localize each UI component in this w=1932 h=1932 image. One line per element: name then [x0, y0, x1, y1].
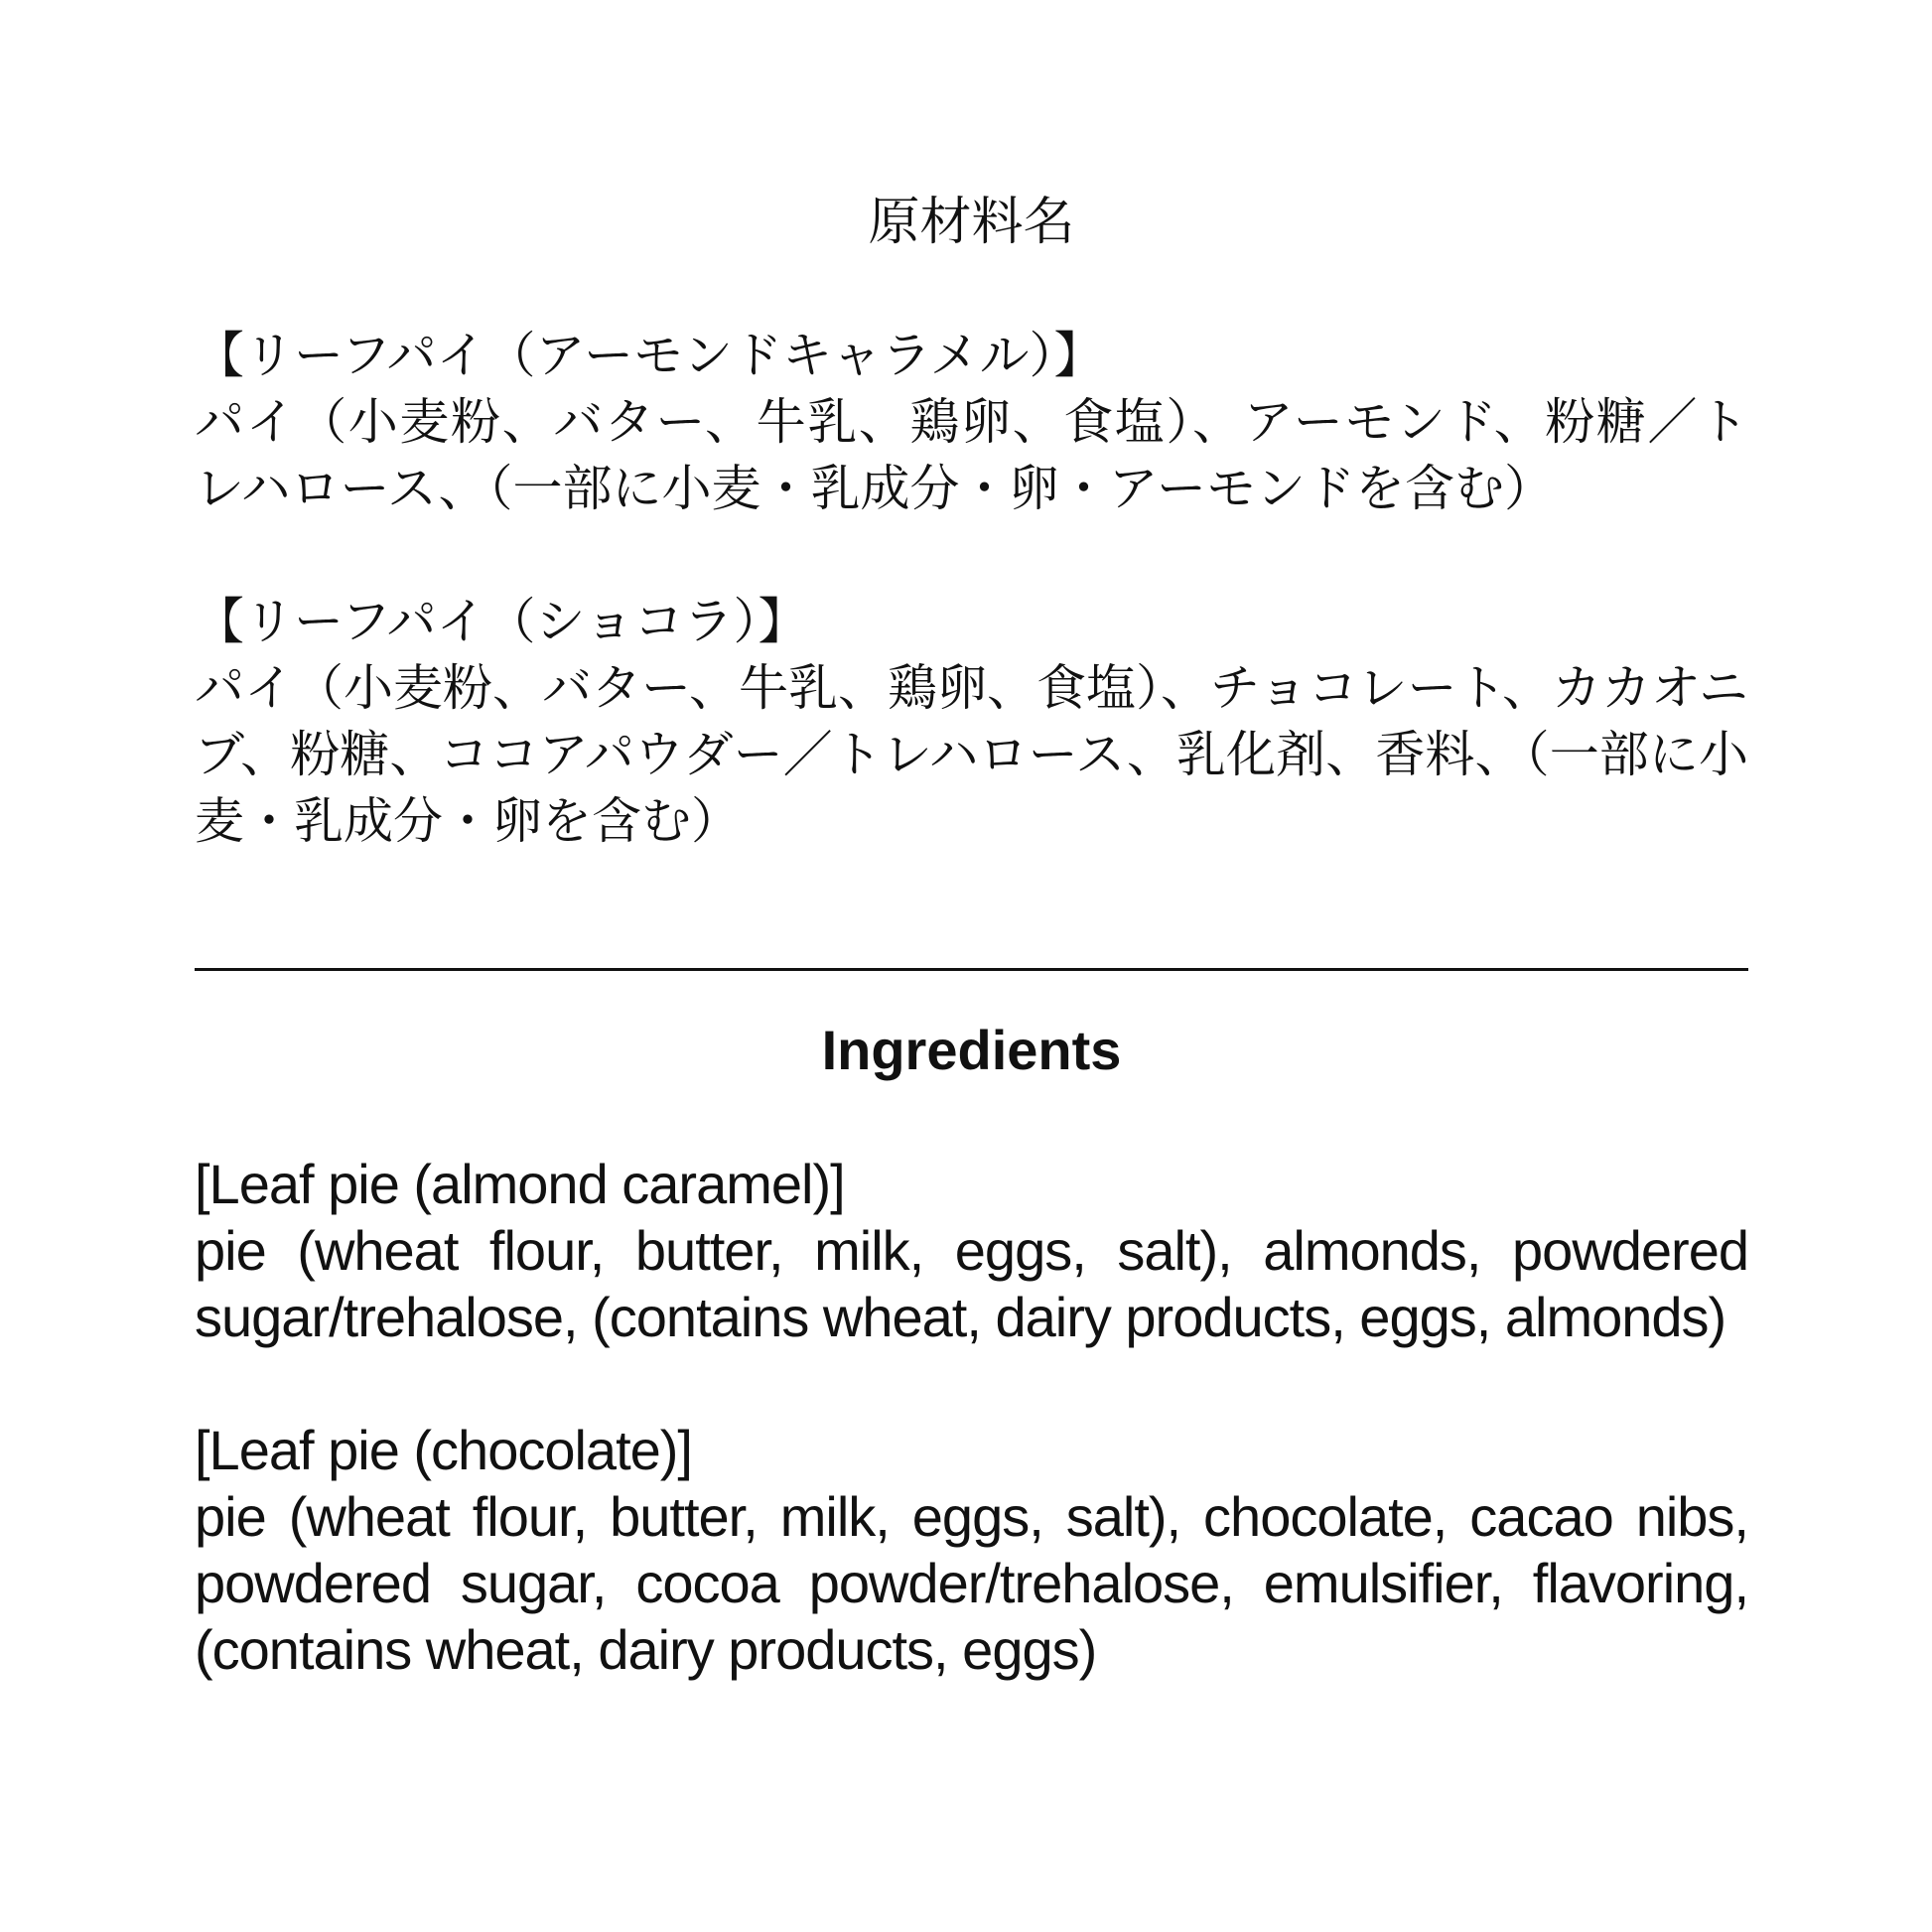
japanese-product-2-title: 【リーフパイ（ショコラ）】 — [195, 593, 808, 650]
english-product-1-ingredients: pie (wheat flour, butter, milk, eggs, salt), almonds, powdered sugar/trehalose, (contains wheat, dairy products, eggs, almonds) — [195, 1219, 1748, 1348]
section-divider — [195, 968, 1748, 971]
japanese-product-2-ingredients: パイ（小麦粉、バター、牛乳、鶏卵、食塩）、チョコレート、カカオニブ、粉糖、ココアパウダー／トレハロース、乳化剤、香料、（一部に小麦・乳成分・卵を含む） — [195, 659, 1748, 850]
japanese-product-1-title: 【リーフパイ（アーモンドキャラメル）】 — [195, 327, 1104, 384]
japanese-product-2 — [195, 589, 1748, 855]
ingredients-label — [195, 189, 1748, 1681]
english-heading: Ingredients — [821, 1019, 1122, 1081]
japanese-product-1-ingredients: パイ（小麦粉、バター、牛乳、鶏卵、食塩）、アーモンド、粉糖／トレハロース、（一部に小麦・乳成分・卵・アーモンドを含む） — [195, 393, 1748, 517]
english-product-1-title: [Leaf pie (almond caramel)] — [195, 1153, 845, 1215]
japanese-product-1 — [195, 323, 1748, 522]
english-section — [195, 1017, 1748, 1683]
japanese-heading: 原材料名 — [868, 193, 1075, 252]
english-product-1 — [195, 1151, 1748, 1350]
english-product-2 — [195, 1417, 1748, 1683]
english-product-2-ingredients: pie (wheat flour, butter, milk, eggs, salt), chocolate, cacao nibs, powdered sugar, cocoa powder/trehalose, emulsifier, flavoring, (contains wheat, dairy products, eggs) — [195, 1485, 1748, 1681]
english-product-2-title: [Leaf pie (chocolate)] — [195, 1419, 692, 1481]
